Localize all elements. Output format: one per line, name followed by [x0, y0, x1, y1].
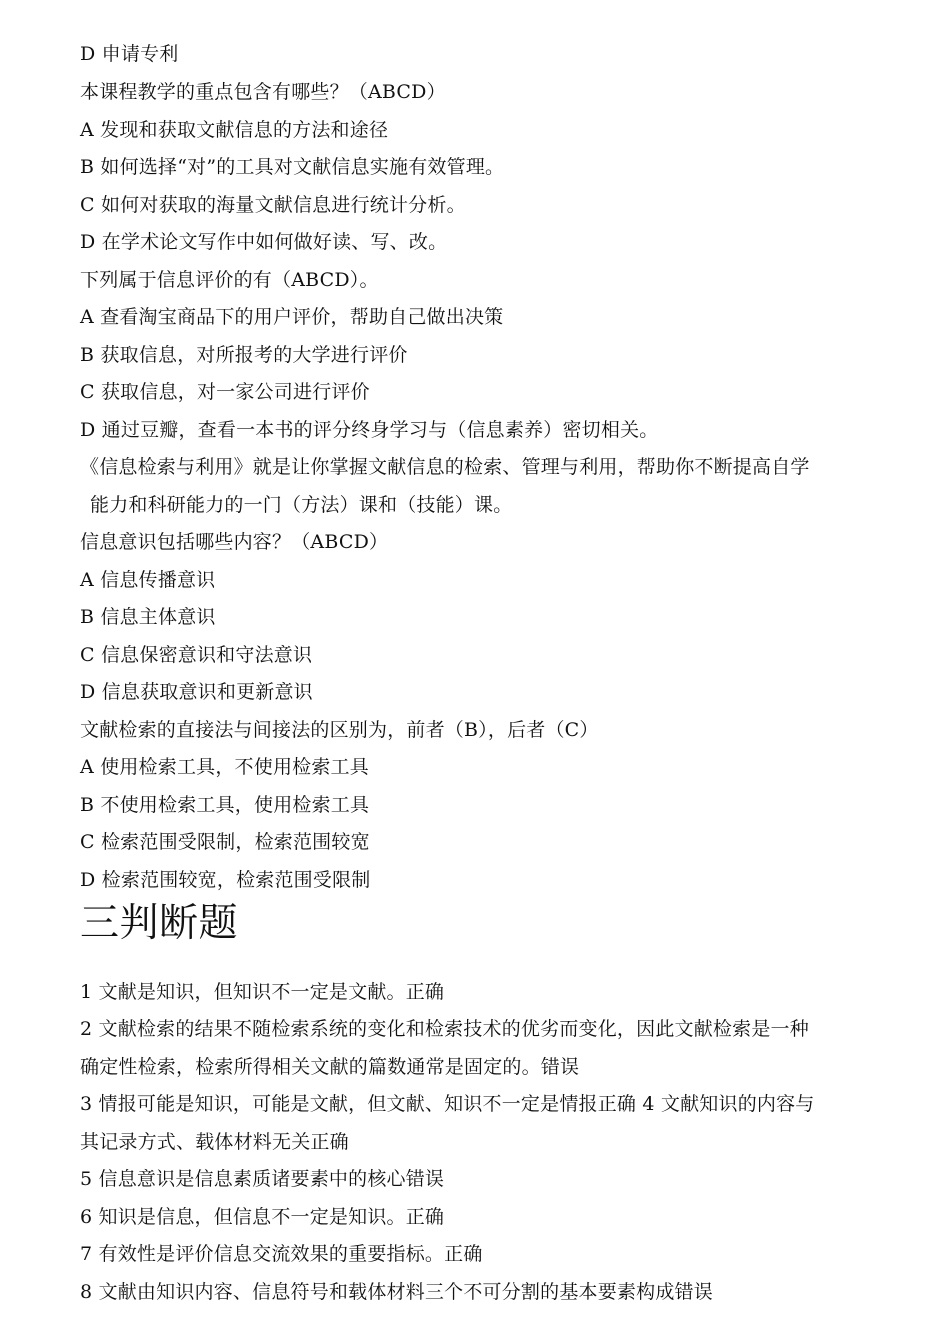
- tf-item-6: 6 知识是信息，但信息不一定是知识。正确: [80, 1206, 445, 1228]
- tf-item-3-4: 3 情报可能是知识，可能是文献，但文献、知识不一定是情报正确 4 文献知识的内容与: [80, 1093, 815, 1115]
- question-info-evaluation: 下列属于信息评价的有（ABCD）。: [80, 269, 379, 291]
- statement-course-purpose: 《信息检索与利用》就是让你掌握文献信息的检索、管理与利用，帮助你不断提高自学: [80, 456, 810, 478]
- option-a-taobao: A 查看淘宝商品下的用户评价，帮助自己做出决策: [80, 306, 504, 328]
- statement-course-purpose-cont: 能力和科研能力的一门（方法）课和（技能）课。: [90, 494, 513, 516]
- question-direct-indirect: 文献检索的直接法与间接法的区别为，前者（B），后者（C）: [80, 719, 599, 741]
- option-d-patent: D 申请专利: [80, 43, 179, 65]
- tf-item-2-cont: 确定性检索，检索所得相关文献的篇数通常是固定的。错误: [80, 1056, 580, 1078]
- option-a-methods: A 发现和获取文献信息的方法和途径: [80, 119, 389, 141]
- option-b-no-tools: B 不使用检索工具，使用检索工具: [80, 794, 370, 816]
- option-c-company: C 获取信息，对一家公司进行评价: [80, 381, 370, 403]
- tf-item-4-cont: 其记录方式、载体材料无关正确: [80, 1131, 349, 1153]
- option-c-limited-range: C 检索范围受限制，检索范围较宽: [80, 831, 370, 853]
- option-a-dissemination: A 信息传播意识: [80, 569, 216, 591]
- option-b-tools: B 如何选择“对”的工具对文献信息实施有效管理。: [80, 156, 505, 178]
- option-d-wide-range: D 检索范围较宽，检索范围受限制: [80, 869, 371, 891]
- option-d-acquisition: D 信息获取意识和更新意识: [80, 681, 313, 703]
- option-c-statistics: C 如何对获取的海量文献信息进行统计分析。: [80, 194, 466, 216]
- tf-item-2: 2 文献检索的结果不随检索系统的变化和检索技术的优劣而变化，因此文献检索是一种: [80, 1018, 809, 1040]
- tf-item-5: 5 信息意识是信息素质诸要素中的核心错误: [80, 1168, 445, 1190]
- option-d-douban: D 通过豆瓣，查看一本书的评分终身学习与（信息素养）密切相关。: [80, 419, 659, 441]
- option-d-writing: D 在学术论文写作中如何做好读、写、改。: [80, 231, 448, 253]
- option-c-confidentiality: C 信息保密意识和守法意识: [80, 644, 313, 666]
- question-course-focus: 本课程教学的重点包含有哪些？（ABCD）: [80, 81, 446, 103]
- option-a-use-tools: A 使用检索工具，不使用检索工具: [80, 756, 369, 778]
- option-b-university: B 获取信息，对所报考的大学进行评价: [80, 344, 408, 366]
- section-heading-true-false: 三判断题: [80, 901, 239, 946]
- option-b-subject: B 信息主体意识: [80, 606, 216, 628]
- tf-item-7: 7 有效性是评价信息交流效果的重要指标。正确: [80, 1243, 483, 1265]
- question-info-awareness: 信息意识包括哪些内容？（ABCD）: [80, 531, 389, 553]
- tf-item-1: 1 文献是知识，但知识不一定是文献。正确: [80, 981, 445, 1003]
- tf-item-8: 8 文献由知识内容、信息符号和载体材料三个不可分割的基本要素构成错误: [80, 1281, 713, 1303]
